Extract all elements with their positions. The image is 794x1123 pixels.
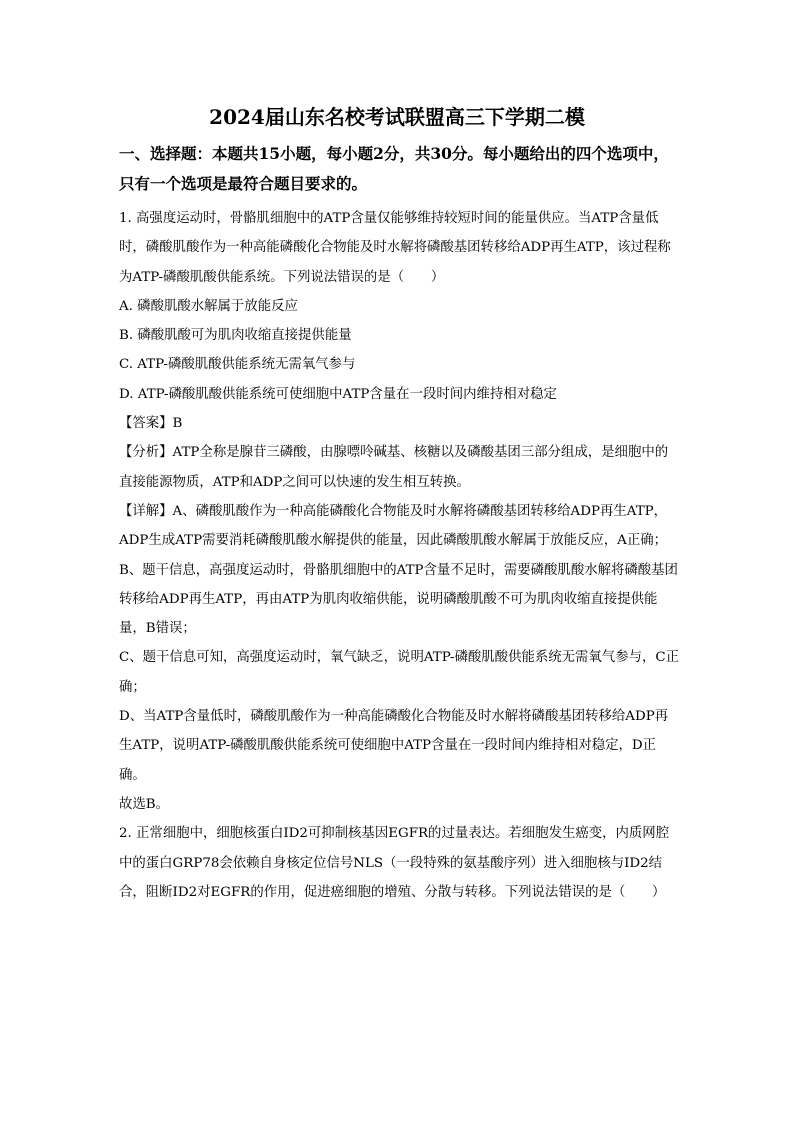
question-1-analysis: 【分析】ATP全称是腺苷三磷酸，由腺嘌呤碱基、核糖以及磷酸基团三部分组成，是细胞中的直接能源物质，ATP和ADP之间可以快速的发生相互转换。 — [119, 445, 669, 490]
page-title: 2024届山东名校考试联盟高三下学期二模 — [209, 105, 585, 129]
question-1-detail-a: 【详解】A、磷酸肌酸作为一种高能磷酸化合物能及时水解将磷酸基团转移给ADP再生ATP，ADP生成ATP需要消耗磷酸肌酸水解提供的能量，因此磷酸肌酸水解属于放能反应，A正确； — [119, 503, 668, 549]
question-2-stem: 2. 正常细胞中，细胞核蛋白ID2可抑制核基因EGFR的过量表达。若细胞发生癌变，内质网腔中的蛋白GRP78会依赖自身核定位信号NLS（一段特殊的氨基酸序列）进入细胞核与ID2结合，阻断ID2对EGFR的作用，促进癌细胞的增殖、分散与转移。下列说法错误的是（ ） — [119, 826, 670, 900]
question-1-option-d: D. ATP-磷酸肌酸供能系统可使细胞中ATP含量在一段时间内维持相对稳定 — [119, 386, 557, 402]
question-1-detail-d: D、当ATP含量低时，磷酸肌酸作为一种高能磷酸化合物能及时水解将磷酸基团转移给ADP再生ATP，说明ATP-磷酸肌酸供能系统可使细胞中ATP含量在一段时间内维持相对稳定，D正确。 — [119, 709, 669, 783]
question-1-detail-c: C、题干信息可知，高强度运动时，氧气缺乏，说明ATP-磷酸肌酸供能系统无需氧气参与，C正确； — [119, 650, 680, 695]
question-1-detail-b: B、题干信息，高强度运动时，骨骼肌细胞中的ATP含量不足时，需要磷酸肌酸水解将磷酸基团转移给ADP再生ATP，再由ATP为肌肉收缩供能，说明磷酸肌酸不可为肌肉收缩直接提供能量，B错误； — [119, 562, 678, 637]
question-1-answer: 【答案】B — [119, 416, 183, 432]
section-heading: 一、选择题：本题共15小题，每小题2分，共30分。每小题给出的四个选项中，只有一个选项是最符合题目要求的。 — [119, 144, 669, 193]
question-1-option-b: B. 磷酸肌酸可为肌肉收缩直接提供能量 — [119, 328, 352, 344]
question-1-conclusion: 故选B。 — [119, 796, 170, 812]
question-1-stem: 1. 高强度运动时，骨骼肌细胞中的ATP含量仅能够维持较短时间的能量供应。当ATP含量低时，磷酸肌酸作为一种高能磷酸化合物能及时水解将磷酸基团转移给ADP再生ATP，该过程称为ATP-磷酸肌酸供能系统。下列说法错误的是（ ） — [119, 211, 671, 285]
question-1-option-a: A. 磷酸肌酸水解属于放能反应 — [119, 298, 298, 314]
question-content — [119, 204, 679, 907]
question-1-option-c: C. ATP-磷酸肌酸供能系统无需氧气参与 — [119, 357, 356, 373]
